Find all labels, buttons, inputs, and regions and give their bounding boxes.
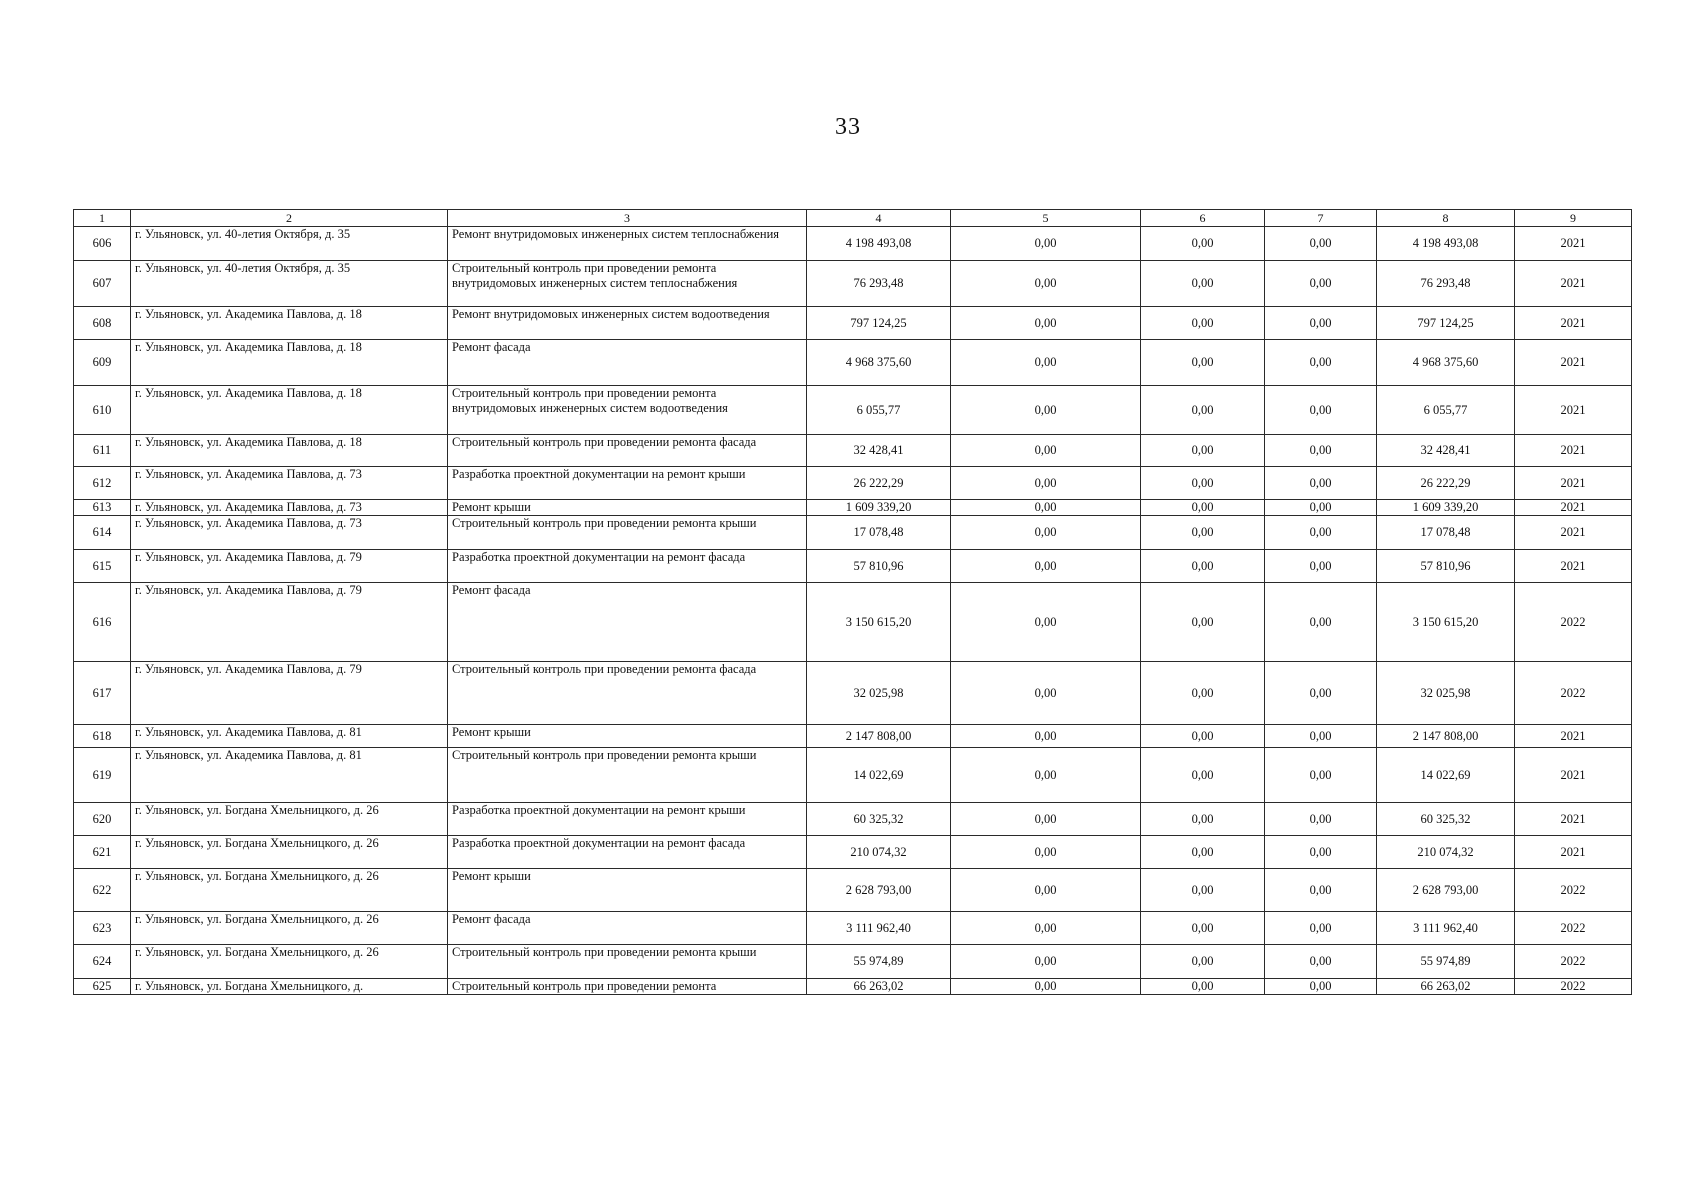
work-type-cell: Ремонт внутридомовых инженерных систем теплоснабжения <box>448 227 807 261</box>
column-5-cell: 0,00 <box>951 550 1141 583</box>
work-type-cell: Строительный контроль при проведении ремонта крыши <box>448 945 807 979</box>
column-7-cell: 0,00 <box>1265 836 1377 869</box>
amount-cell: 26 222,29 <box>807 467 951 500</box>
column-6-cell: 0,00 <box>1141 340 1265 386</box>
address-cell: г. Ульяновск, ул. Академика Павлова, д. 79 <box>131 550 448 583</box>
column-header: 4 <box>807 210 951 227</box>
row-number: 609 <box>74 340 131 386</box>
amount-cell: 66 263,02 <box>807 979 951 995</box>
amount-cell: 76 293,48 <box>807 261 951 307</box>
total-cell: 1 609 339,20 <box>1377 500 1515 516</box>
total-cell: 57 810,96 <box>1377 550 1515 583</box>
column-7-cell: 0,00 <box>1265 803 1377 836</box>
year-cell: 2022 <box>1515 583 1632 662</box>
amount-cell: 32 428,41 <box>807 435 951 467</box>
table-row <box>74 912 1632 945</box>
row-number: 607 <box>74 261 131 307</box>
year-cell: 2021 <box>1515 386 1632 435</box>
column-7-cell: 0,00 <box>1265 550 1377 583</box>
column-7-cell: 0,00 <box>1265 386 1377 435</box>
year-cell: 2021 <box>1515 725 1632 748</box>
total-cell: 4 198 493,08 <box>1377 227 1515 261</box>
column-7-cell: 0,00 <box>1265 500 1377 516</box>
work-type-cell: Ремонт фасада <box>448 912 807 945</box>
column-5-cell: 0,00 <box>951 467 1141 500</box>
table-row <box>74 386 1632 435</box>
row-number: 613 <box>74 500 131 516</box>
year-cell: 2021 <box>1515 340 1632 386</box>
amount-cell: 3 111 962,40 <box>807 912 951 945</box>
year-cell: 2021 <box>1515 516 1632 550</box>
address-cell: г. Ульяновск, ул. Академика Павлова, д. 73 <box>131 516 448 550</box>
column-5-cell: 0,00 <box>951 869 1141 912</box>
table-row <box>74 945 1632 979</box>
total-cell: 6 055,77 <box>1377 386 1515 435</box>
column-6-cell: 0,00 <box>1141 912 1265 945</box>
column-6-cell: 0,00 <box>1141 227 1265 261</box>
year-cell: 2022 <box>1515 945 1632 979</box>
table-row <box>74 340 1632 386</box>
work-type-cell: Ремонт крыши <box>448 869 807 912</box>
year-cell: 2021 <box>1515 836 1632 869</box>
work-type-cell: Ремонт фасада <box>448 340 807 386</box>
column-5-cell: 0,00 <box>951 386 1141 435</box>
amount-cell: 32 025,98 <box>807 662 951 725</box>
column-7-cell: 0,00 <box>1265 261 1377 307</box>
work-type-cell: Ремонт крыши <box>448 500 807 516</box>
total-cell: 26 222,29 <box>1377 467 1515 500</box>
table-row <box>74 435 1632 467</box>
row-number: 617 <box>74 662 131 725</box>
address-cell: г. Ульяновск, ул. Богдана Хмельницкого, д. <box>131 979 448 995</box>
column-5-cell: 0,00 <box>951 500 1141 516</box>
total-cell: 797 124,25 <box>1377 307 1515 340</box>
amount-cell: 797 124,25 <box>807 307 951 340</box>
table-row <box>74 261 1632 307</box>
row-number: 611 <box>74 435 131 467</box>
total-cell: 66 263,02 <box>1377 979 1515 995</box>
column-6-cell: 0,00 <box>1141 662 1265 725</box>
column-7-cell: 0,00 <box>1265 748 1377 803</box>
column-6-cell: 0,00 <box>1141 803 1265 836</box>
row-number: 608 <box>74 307 131 340</box>
year-cell: 2021 <box>1515 435 1632 467</box>
address-cell: г. Ульяновск, ул. Академика Павлова, д. 79 <box>131 662 448 725</box>
row-number: 615 <box>74 550 131 583</box>
total-cell: 2 628 793,00 <box>1377 869 1515 912</box>
table-row <box>74 869 1632 912</box>
address-cell: г. Ульяновск, ул. Богдана Хмельницкого, д. 26 <box>131 869 448 912</box>
column-5-cell: 0,00 <box>951 340 1141 386</box>
column-6-cell: 0,00 <box>1141 307 1265 340</box>
work-type-cell: Строительный контроль при проведении ремонта фасада <box>448 435 807 467</box>
total-cell: 210 074,32 <box>1377 836 1515 869</box>
column-5-cell: 0,00 <box>951 912 1141 945</box>
work-type-cell: Разработка проектной документации на ремонт крыши <box>448 803 807 836</box>
column-6-cell: 0,00 <box>1141 435 1265 467</box>
column-6-cell: 0,00 <box>1141 725 1265 748</box>
total-cell: 32 025,98 <box>1377 662 1515 725</box>
column-header: 9 <box>1515 210 1632 227</box>
column-5-cell: 0,00 <box>951 748 1141 803</box>
column-6-cell: 0,00 <box>1141 748 1265 803</box>
column-6-cell: 0,00 <box>1141 516 1265 550</box>
column-5-cell: 0,00 <box>951 435 1141 467</box>
address-cell: г. Ульяновск, ул. Академика Павлова, д. 18 <box>131 307 448 340</box>
column-6-cell: 0,00 <box>1141 979 1265 995</box>
address-cell: г. Ульяновск, ул. Академика Павлова, д. 18 <box>131 435 448 467</box>
work-type-cell: Разработка проектной документации на ремонт фасада <box>448 836 807 869</box>
column-5-cell: 0,00 <box>951 979 1141 995</box>
year-cell: 2022 <box>1515 912 1632 945</box>
row-number: 623 <box>74 912 131 945</box>
amount-cell: 55 974,89 <box>807 945 951 979</box>
column-7-cell: 0,00 <box>1265 979 1377 995</box>
column-5-cell: 0,00 <box>951 516 1141 550</box>
total-cell: 17 078,48 <box>1377 516 1515 550</box>
row-number: 622 <box>74 869 131 912</box>
column-header: 8 <box>1377 210 1515 227</box>
column-7-cell: 0,00 <box>1265 912 1377 945</box>
row-number: 619 <box>74 748 131 803</box>
total-cell: 3 111 962,40 <box>1377 912 1515 945</box>
column-7-cell: 0,00 <box>1265 435 1377 467</box>
row-number: 624 <box>74 945 131 979</box>
column-5-cell: 0,00 <box>951 725 1141 748</box>
work-type-cell: Ремонт крыши <box>448 725 807 748</box>
column-7-cell: 0,00 <box>1265 340 1377 386</box>
column-7-cell: 0,00 <box>1265 583 1377 662</box>
table-row <box>74 550 1632 583</box>
amount-cell: 1 609 339,20 <box>807 500 951 516</box>
amount-cell: 3 150 615,20 <box>807 583 951 662</box>
address-cell: г. Ульяновск, ул. Академика Павлова, д. 81 <box>131 748 448 803</box>
row-number: 625 <box>74 979 131 995</box>
table-row <box>74 500 1632 516</box>
address-cell: г. Ульяновск, ул. Академика Павлова, д. 73 <box>131 467 448 500</box>
year-cell: 2021 <box>1515 803 1632 836</box>
work-type-cell: Строительный контроль при проведении ремонта фасада <box>448 662 807 725</box>
column-7-cell: 0,00 <box>1265 307 1377 340</box>
row-number: 606 <box>74 227 131 261</box>
column-7-cell: 0,00 <box>1265 516 1377 550</box>
year-cell: 2021 <box>1515 307 1632 340</box>
column-6-cell: 0,00 <box>1141 836 1265 869</box>
column-7-cell: 0,00 <box>1265 467 1377 500</box>
row-number: 620 <box>74 803 131 836</box>
address-cell: г. Ульяновск, ул. 40-летия Октября, д. 35 <box>131 227 448 261</box>
table-header-row <box>74 210 1632 227</box>
column-header: 2 <box>131 210 448 227</box>
column-7-cell: 0,00 <box>1265 227 1377 261</box>
address-cell: г. Ульяновск, ул. Академика Павлова, д. 79 <box>131 583 448 662</box>
column-5-cell: 0,00 <box>951 261 1141 307</box>
column-6-cell: 0,00 <box>1141 467 1265 500</box>
works-table <box>73 209 1632 995</box>
amount-cell: 2 147 808,00 <box>807 725 951 748</box>
page-number: 33 <box>835 114 861 140</box>
column-6-cell: 0,00 <box>1141 261 1265 307</box>
table-row <box>74 836 1632 869</box>
table-row <box>74 227 1632 261</box>
column-header: 5 <box>951 210 1141 227</box>
table-row <box>74 803 1632 836</box>
column-6-cell: 0,00 <box>1141 869 1265 912</box>
amount-cell: 210 074,32 <box>807 836 951 869</box>
total-cell: 32 428,41 <box>1377 435 1515 467</box>
total-cell: 3 150 615,20 <box>1377 583 1515 662</box>
column-5-cell: 0,00 <box>951 803 1141 836</box>
address-cell: г. Ульяновск, ул. Академика Павлова, д. 18 <box>131 386 448 435</box>
work-type-cell: Ремонт фасада <box>448 583 807 662</box>
table-row <box>74 516 1632 550</box>
column-6-cell: 0,00 <box>1141 550 1265 583</box>
address-cell: г. Ульяновск, ул. Богдана Хмельницкого, д. 26 <box>131 945 448 979</box>
work-type-cell: Строительный контроль при проведении ремонта внутридомовых инженерных систем водоотведения <box>448 386 807 435</box>
row-number: 614 <box>74 516 131 550</box>
address-cell: г. Ульяновск, ул. Академика Павлова, д. 73 <box>131 500 448 516</box>
amount-cell: 4 198 493,08 <box>807 227 951 261</box>
address-cell: г. Ульяновск, ул. Богдана Хмельницкого, д. 26 <box>131 912 448 945</box>
amount-cell: 57 810,96 <box>807 550 951 583</box>
total-cell: 14 022,69 <box>1377 748 1515 803</box>
amount-cell: 2 628 793,00 <box>807 869 951 912</box>
column-5-cell: 0,00 <box>951 836 1141 869</box>
column-5-cell: 0,00 <box>951 945 1141 979</box>
year-cell: 2021 <box>1515 467 1632 500</box>
total-cell: 55 974,89 <box>1377 945 1515 979</box>
row-number: 616 <box>74 583 131 662</box>
address-cell: г. Ульяновск, ул. Академика Павлова, д. 18 <box>131 340 448 386</box>
amount-cell: 17 078,48 <box>807 516 951 550</box>
column-header: 3 <box>448 210 807 227</box>
column-6-cell: 0,00 <box>1141 500 1265 516</box>
table-row <box>74 725 1632 748</box>
table-row <box>74 583 1632 662</box>
row-number: 621 <box>74 836 131 869</box>
column-header: 1 <box>74 210 131 227</box>
year-cell: 2022 <box>1515 662 1632 725</box>
column-7-cell: 0,00 <box>1265 869 1377 912</box>
column-5-cell: 0,00 <box>951 227 1141 261</box>
work-type-cell: Строительный контроль при проведении ремонта <box>448 979 807 995</box>
column-6-cell: 0,00 <box>1141 945 1265 979</box>
table-row <box>74 467 1632 500</box>
amount-cell: 14 022,69 <box>807 748 951 803</box>
year-cell: 2021 <box>1515 550 1632 583</box>
total-cell: 2 147 808,00 <box>1377 725 1515 748</box>
year-cell: 2021 <box>1515 227 1632 261</box>
year-cell: 2022 <box>1515 979 1632 995</box>
total-cell: 60 325,32 <box>1377 803 1515 836</box>
amount-cell: 60 325,32 <box>807 803 951 836</box>
amount-cell: 4 968 375,60 <box>807 340 951 386</box>
work-type-cell: Строительный контроль при проведении ремонта внутридомовых инженерных систем теплоснабжения <box>448 261 807 307</box>
column-6-cell: 0,00 <box>1141 386 1265 435</box>
column-7-cell: 0,00 <box>1265 725 1377 748</box>
column-6-cell: 0,00 <box>1141 583 1265 662</box>
address-cell: г. Ульяновск, ул. Богдана Хмельницкого, д. 26 <box>131 803 448 836</box>
address-cell: г. Ульяновск, ул. Богдана Хмельницкого, д. 26 <box>131 836 448 869</box>
total-cell: 4 968 375,60 <box>1377 340 1515 386</box>
column-header: 6 <box>1141 210 1265 227</box>
work-type-cell: Разработка проектной документации на ремонт фасада <box>448 550 807 583</box>
column-5-cell: 0,00 <box>951 662 1141 725</box>
table-row <box>74 307 1632 340</box>
row-number: 618 <box>74 725 131 748</box>
table-row <box>74 748 1632 803</box>
column-7-cell: 0,00 <box>1265 945 1377 979</box>
works-table-body <box>74 210 1632 995</box>
work-type-cell: Разработка проектной документации на ремонт крыши <box>448 467 807 500</box>
row-number: 610 <box>74 386 131 435</box>
year-cell: 2021 <box>1515 748 1632 803</box>
work-type-cell: Строительный контроль при проведении ремонта крыши <box>448 516 807 550</box>
table-row <box>74 979 1632 995</box>
year-cell: 2022 <box>1515 869 1632 912</box>
row-number: 612 <box>74 467 131 500</box>
total-cell: 76 293,48 <box>1377 261 1515 307</box>
column-5-cell: 0,00 <box>951 307 1141 340</box>
year-cell: 2021 <box>1515 500 1632 516</box>
address-cell: г. Ульяновск, ул. Академика Павлова, д. 81 <box>131 725 448 748</box>
table-row <box>74 662 1632 725</box>
column-5-cell: 0,00 <box>951 583 1141 662</box>
work-type-cell: Строительный контроль при проведении ремонта крыши <box>448 748 807 803</box>
amount-cell: 6 055,77 <box>807 386 951 435</box>
address-cell: г. Ульяновск, ул. 40-летия Октября, д. 35 <box>131 261 448 307</box>
column-7-cell: 0,00 <box>1265 662 1377 725</box>
work-type-cell: Ремонт внутридомовых инженерных систем водоотведения <box>448 307 807 340</box>
year-cell: 2021 <box>1515 261 1632 307</box>
column-header: 7 <box>1265 210 1377 227</box>
